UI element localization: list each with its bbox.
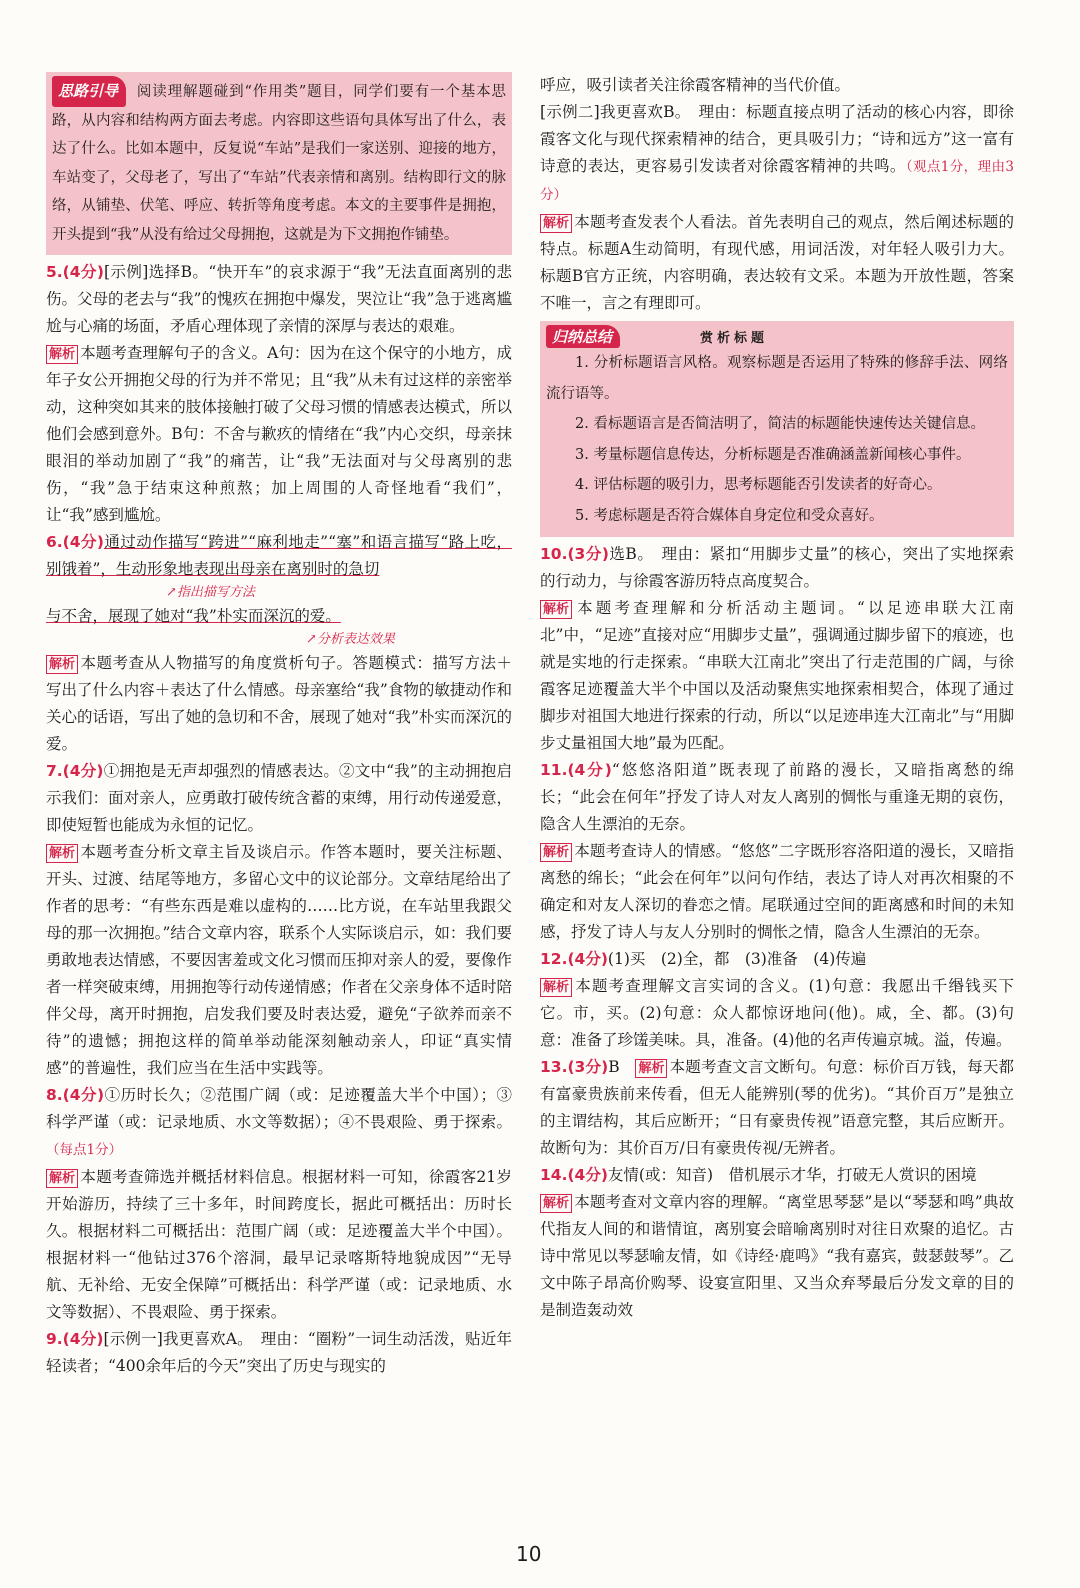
left-column [46,72,512,1380]
q9-example-two: [示例二]我更喜欢B。 理由：标题直接点明了活动的核心内容，即徐霞客文化与现代探索精神的结合，更具吸引力；“诗和远方”这一富有诗意的表达，更容易引发读者对徐霞客精神的共鸣。（观点1分，理由3分） [540,103,1014,203]
q8-answer: 8.(4分)①历时长久；②范围广阔（或：足迹覆盖大半个中国）；③科学严谨（或：记录地质、水文等数据）；④不畏艰险、勇于探索。（每点1分） [46,1086,512,1158]
summary-badge: 归纳总结 [546,325,620,348]
q7-answer: 7.(4分)①拥抱是无声却强烈的情感表达。②文中“我”的主动拥抱启示我们：面对亲人，应勇敢打破传统含蓄的束缚，用行动传递爱意，即使短暂也能成为永恒的记忆。 [46,762,512,834]
q8-number: 8.(4分) [46,1086,105,1104]
q9-number: 9.(4分) [46,1330,104,1348]
q5-number: 5.(4分) [46,263,104,281]
page-number: 10 [516,1542,542,1566]
q14-number: 14.(4分) [540,1166,608,1184]
summary-item: 2. 看标题语言是否简洁明了，简洁的标题能快速传达关键信息。 [575,416,985,432]
analysis-tag: 解析 [540,214,572,233]
q8-explanation: 解析 本题考查筛选并概括材料信息。根据材料一可知，徐霞客21岁开始游历，持续了三十多年，时间跨度长，据此可概括出：历时长久。根据材料二可概括出：范围广阔（或：足迹覆盖大半个中国）。根据材料一“他钻过376个溶洞，最早记录喀斯特地貌成因”“无导航、无补给、无安全保障”可概括出：科学严谨（或：记录地质、水文等数据）、不畏艰险、勇于探索。 [46,1168,512,1321]
q12-explanation: 解析 本题考查理解文言实词的含义。(1)句意：我愿出千缗钱买下它。市，买。(2)句意：众人都惊讶地问(他)。咸，全、都。(3)句意：准备了珍馐美味。具，准备。(4)他的名声传遍京城。溢，传遍。 [540,977,1014,1049]
analysis-tag: 解析 [540,843,572,862]
analysis-tag: 解析 [635,1059,667,1078]
q11-explanation: 解析 本题考查诗人的情感。“悠悠”二字既形容洛阳道的漫长，又暗指离愁的绵长；“此会在何年”以问句作结，表达了诗人对再次相聚的不确定和对友人深切的眷恋之情。尾联通过空间的距离感和时间的未知感，抒发了诗人与友人分别时的惆怅之情，隐含人生漂泊的无奈。 [540,842,1014,941]
q10-answer: 10.(3分)选B。 理由：紧扣“用脚步丈量”的核心，突出了实地探索的行动力，与徐霞客游历特点高度契合。 [540,545,1014,590]
q11-answer: 11.(4分)“悠悠洛阳道”既表现了前路的漫长，又暗指离愁的绵长；“此会在何年”抒发了诗人对友人离别的惆怅与重逢无期的哀伤，隐含人生漂泊的无奈。 [540,761,1014,833]
right-column [540,72,1014,1324]
q7-number: 7.(4分) [46,762,104,780]
analysis-tag: 解析 [540,978,572,997]
q9-answer: 9.(4分)[示例一]我更喜欢A。 理由：“圈粉”一词生动活泼，贴近年轻读者；“400余年后的今天”突出了历史与现实的 [46,1330,512,1375]
analysis-tag: 解析 [46,844,78,863]
guide-text: 阅读理解题碰到“作用类”题目，同学们要有一个基本思路，从内容和结构两方面去考虑。内容即这些语句具体写出了什么，表达了什么。比如本题中，反复说“车站”是我们一家送别、迎接的地方，车站变了，父母老了，写出了“车站”代表亲情和离别。结构即行文的脉络，从铺垫、伏笔、呼应、转折等角度考虑。本文的主要事件是拥抱，开头提到“我”从没有给过父母拥抱，这就是为下文拥抱作铺垫。 [52,84,506,243]
q9-answer-cont: 呼应，吸引读者关注徐霞客精神的当代价值。 [540,76,851,94]
q6-answer: 6.(4分)通过动作描写“跨进”“麻利地走”“塞”和语言描写“路上吃，别饿着”，生动形象地表现出母亲在离别时的急切 [46,533,512,578]
summary-item: 1. 分析标题语言风格。观察标题是否运用了特殊的修辞手法、网络流行语等。 [546,355,1008,402]
q10-explanation: 解析 本题考查理解和分析活动主题词。“以足迹串联大江南北”中，“足迹”直接对应“用脚步丈量”，强调通过脚步留下的痕迹，也就是实地的行走探索。“串联大江南北”突出了行走范围的广阔，与徐霞客足迹覆盖大半个中国以及活动聚焦实地探索相契合，体现了通过脚步对祖国大地进行探索的行动，所以“以足迹串连大江南北”与“用脚步丈量祖国大地”最为匹配。 [540,599,1014,752]
analysis-tag: 解析 [540,600,572,619]
q6-number: 6.(4分) [46,533,104,551]
summary-item: 5. 考虑标题是否符合媒体自身定位和受众喜好。 [575,507,884,524]
analysis-tag: 解析 [540,1194,572,1213]
q12-answer: 12.(4分)(1)买 (2)全，都 (3)准备 (4)传遍 [540,950,867,968]
q13-number: 13.(3分) [540,1058,609,1076]
q6-explanation: 解析 本题考查从人物描写的角度赏析句子。答题模式：描写方法＋写出了什么内容＋表达了什么情感。母亲塞给“我”食物的敏捷动作和关心的话语，写出了她的急切和不舍，展现了她对“我”朴实而深沉的爱。 [46,654,512,753]
guide-badge: 思路引导 [52,76,126,107]
q5-explanation: 解析 本题考查理解句子的含义。A句：因为在这个保守的小地方，成年子女公开拥抱父母的行为并不常见；且“我”从未有过这样的亲密举动，这种突如其来的肢体接触打破了父母习惯的情感表达模式，所以他们会感到意外。B句：不舍与歉疚的情绪在“我”内心交织，母亲抹眼泪的举动加剧了“我”的痛苦，让“我”无法面对与父母离别的悲伤，“我”急于结束这种煎熬；加上周围的人奇怪地看“我们”，让“我”感到尴尬。 [46,344,512,524]
q6-note-effect: ↗分析表达效果 [306,632,395,647]
q14-answer: 14.(4分)友情(或：知音) 借机展示才华，打破无人赏识的困境 [540,1166,977,1184]
q5-answer: 5.(4分)[示例]选择B。“快开车”的哀求源于“我”无法直面离别的悲伤。父母的老去与“我”的愧疚在拥抱中爆发，哭泣让“我”急于逃离尴尬与心痛的场面，矛盾心理体现了亲情的深厚与表达的艰难。 [46,263,512,335]
q10-number: 10.(3分) [540,545,609,563]
q13-answer: 13.(3分)B 解析 本题考查文言文断句。句意：标价百万钱，每天都有富豪贵族前来传看，但无人能辨别(琴的优劣)。“其价百万”是独立的主谓结构，其后应断开；“日有豪贵传视”语意完整，其后应断开。故断句为：其价百万/日有豪贵传视/无辨者。 [540,1058,1014,1157]
q6-answer-cont: 与不舍，展现了她对“我”朴实而深沉的爱。 [46,607,341,625]
summary-item: 3. 考量标题信息传达，分析标题是否准确涵盖新闻核心事件。 [575,446,971,463]
q14-explanation: 解析 本题考查对文章内容的理解。“离堂思琴瑟”是以“琴瑟和鸣”典故代指友人间的和谐情谊，离别宴会暗喻离别时对往日欢聚的追忆。古诗中常见以琴瑟喻友情，如《诗经·鹿鸣》“我有嘉宾，鼓瑟鼓琴”。乙文中陈子昂高价购琴、设宴宣阳里、又当众弃琴最后分发文章的目的是制造轰动效 [540,1193,1014,1319]
guide-box [46,72,512,255]
q12-number: 12.(4分) [540,950,608,968]
summary-title: 赏析标题 [700,331,769,346]
summary-box [540,321,1014,537]
analysis-tag: 解析 [46,345,78,364]
summary-item: 4. 评估标题的吸引力，思考标题能否引发读者的好奇心。 [575,477,942,493]
analysis-tag: 解析 [46,1169,78,1188]
q9-explanation: 解析 本题考查发表个人看法。首先表明自己的观点，然后阐述标题的特点。标题A生动简明，有现代感，用词活泼，对年轻人吸引力大。标题B官方正统，内容明确，表达较有文采。本题为开放性题，答案不唯一，言之有理即可。 [540,213,1014,312]
q6-note-method: ↗指出描写方法 [166,585,255,600]
analysis-tag: 解析 [46,655,78,674]
q11-number: 11.(4分) [540,761,612,779]
q7-explanation: 解析 本题考查分析文章主旨及谈启示。作答本题时，要关注标题、开头、过渡、结尾等地方，多留心文中的议论部分。文章结尾给出了作者的思考：“有些东西是难以虚构的……比方说，在车站里我跟父母的那一次拥抱。”结合文章内容，联系个人实际谈启示，如：我们要勇敢地表达情感，不要因害羞或文化习惯而压抑对亲人的爱，要像作者一样突破束缚，用拥抱等行动传递情感；作者在父亲身体不适时陪伴父母，离开时拥抱，启发我们要及时表达爱，避免“子欲养而亲不待”的遗憾；拥抱这样的简单举动能深刻触动亲人，印证“真实情感”的普遍性，我们应当在生活中实践等。 [46,843,512,1077]
